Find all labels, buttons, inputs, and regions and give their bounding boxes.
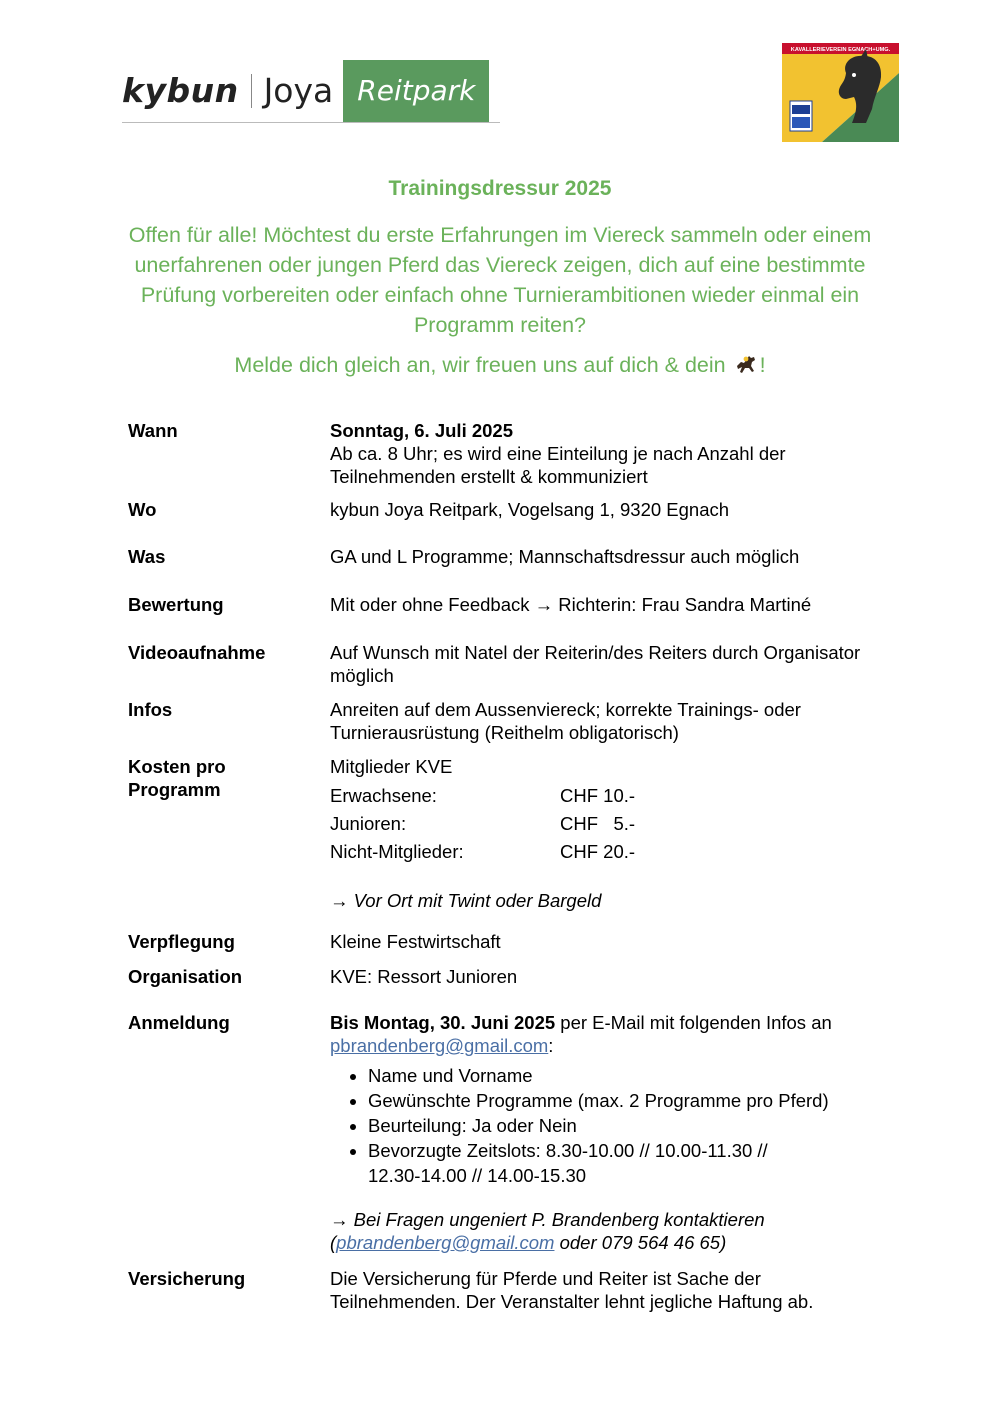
label-anmeldung: Anmeldung — [128, 1012, 230, 1033]
value-wann — [330, 419, 890, 488]
label-organisation: Organisation — [128, 966, 243, 987]
email-link[interactable]: pbrandenberg@gmail.com — [330, 1035, 549, 1056]
label-versicherung: Versicherung — [128, 1268, 246, 1289]
page-title: Trainingsdressur 2025 — [388, 177, 612, 200]
kybun-joya-reitpark-logo — [122, 60, 489, 122]
intro-text: Offen für alle! Möchtest du erste Erfahrungen im Viereck sammeln oder einem unerfahrenen oder jungen Pferd das Viereck zeigen, dich auf eine bestimmte Prüfung vorbereiten oder einfach ohne Turnierambitionen wieder einmal ein Programm reiten? — [128, 223, 872, 337]
value-verpflegung: Kleine Festwirtschaft — [330, 931, 501, 952]
list-item: • Name und Vorname — [368, 1063, 890, 1088]
cost-row — [330, 840, 890, 868]
cost-amount: CHF 5.- — [560, 813, 636, 834]
payment-note: → Vor Ort mit Twint oder Bargeld — [330, 890, 602, 911]
cost-category: Junioren: — [330, 813, 407, 834]
cost-row — [330, 784, 890, 812]
cta-exclamation: ! — [759, 353, 766, 377]
label-bewertung: Bewertung — [128, 594, 224, 615]
logo-joya: Joya — [263, 71, 334, 110]
contact-email-link[interactable]: pbrandenberg@gmail.com — [336, 1232, 555, 1253]
label-verpflegung: Verpflegung — [128, 931, 235, 952]
value-kosten — [330, 755, 890, 912]
label-kosten: Kosten pro Programm — [128, 756, 226, 800]
cost-row — [330, 812, 890, 840]
value-bewertung: Mit oder ohne Feedback → Richterin: Frau Sandra Martiné — [330, 594, 812, 615]
list-item: • Bevorzugte Zeitslots: 8.30-10.00 // 10.00-11.30 // 12.30-14.00 // 14.00-15.30 — [368, 1138, 890, 1188]
required-info-list — [330, 1063, 890, 1188]
value-was: GA und L Programme; Mannschaftsdressur auch möglich — [330, 546, 800, 567]
cost-category: Erwachsene: — [330, 785, 437, 806]
value-wo: kybun Joya Reitpark, Vogelsang 1, 9320 Egnach — [330, 499, 730, 520]
value-versicherung: Die Versicherung für Pferde und Reiter ist Sache der Teilnehmenden. Der Veranstalter lehnt jegliche Haftung ab. — [330, 1268, 814, 1312]
logo-kybun: kybun — [122, 71, 239, 110]
logo-underline — [122, 122, 500, 123]
event-date: Sonntag, 6. Juli 2025 — [330, 420, 514, 441]
kavallerieverein-crest — [782, 43, 899, 142]
crest-text: KAVALLERIEVEREIN EGNACH+UMG. — [790, 47, 891, 53]
value-anmeldung — [330, 1011, 890, 1254]
cost-amount: CHF 10.- — [560, 785, 636, 806]
label-infos: Infos — [128, 699, 173, 720]
value-organisation: KVE: Ressort Junioren — [330, 966, 518, 987]
value-infos: Anreiten auf dem Aussenviereck; korrekte Trainings- oder Turnierausrüstung (Reithelm obligatorisch) — [330, 699, 801, 743]
logo-reitpark: Reitpark — [343, 60, 489, 122]
list-item: • Beurteilung: Ja oder Nein — [368, 1113, 890, 1138]
event-time-text: Ab ca. 8 Uhr; es wird eine Einteilung je nach Anzahl der Teilnehmenden erstellt & kommuniziert — [330, 443, 786, 487]
racing-horse-icon — [734, 352, 758, 376]
contact-text: → Bei Fragen ungeniert P. Brandenberg kontaktieren ( — [330, 1209, 765, 1253]
value-videoaufnahme: Auf Wunsch mit Natel der Reiterin/des Reiters durch Organisator möglich — [330, 642, 861, 686]
label-wann: Wann — [128, 420, 178, 441]
logo-separator — [251, 74, 252, 108]
cta-text: Melde dich gleich an, wir freuen uns auf dich & dein — [234, 353, 726, 377]
label-videoaufnahme: Videoaufnahme — [128, 642, 266, 663]
registration-colon: : — [548, 1035, 554, 1056]
label-wo: Wo — [128, 499, 157, 520]
list-item: • Gewünschte Programme (max. 2 Programme pro Pferd) — [368, 1088, 890, 1113]
contact-note — [330, 1208, 890, 1254]
label-was: Was — [128, 546, 166, 567]
contact-phone-text: oder 079 564 46 65) — [554, 1232, 727, 1253]
registration-deadline: Bis Montag, 30. Juni 2025 — [330, 1012, 556, 1033]
cost-amount: CHF 20.- — [560, 841, 636, 862]
cost-category: Nicht-Mitglieder: — [330, 841, 464, 862]
members-heading: Mitglieder KVE — [330, 756, 453, 777]
registration-instructions — [330, 1011, 890, 1057]
call-to-action — [0, 352, 1000, 378]
registration-text: per E-Mail mit folgenden Infos an — [555, 1012, 832, 1033]
